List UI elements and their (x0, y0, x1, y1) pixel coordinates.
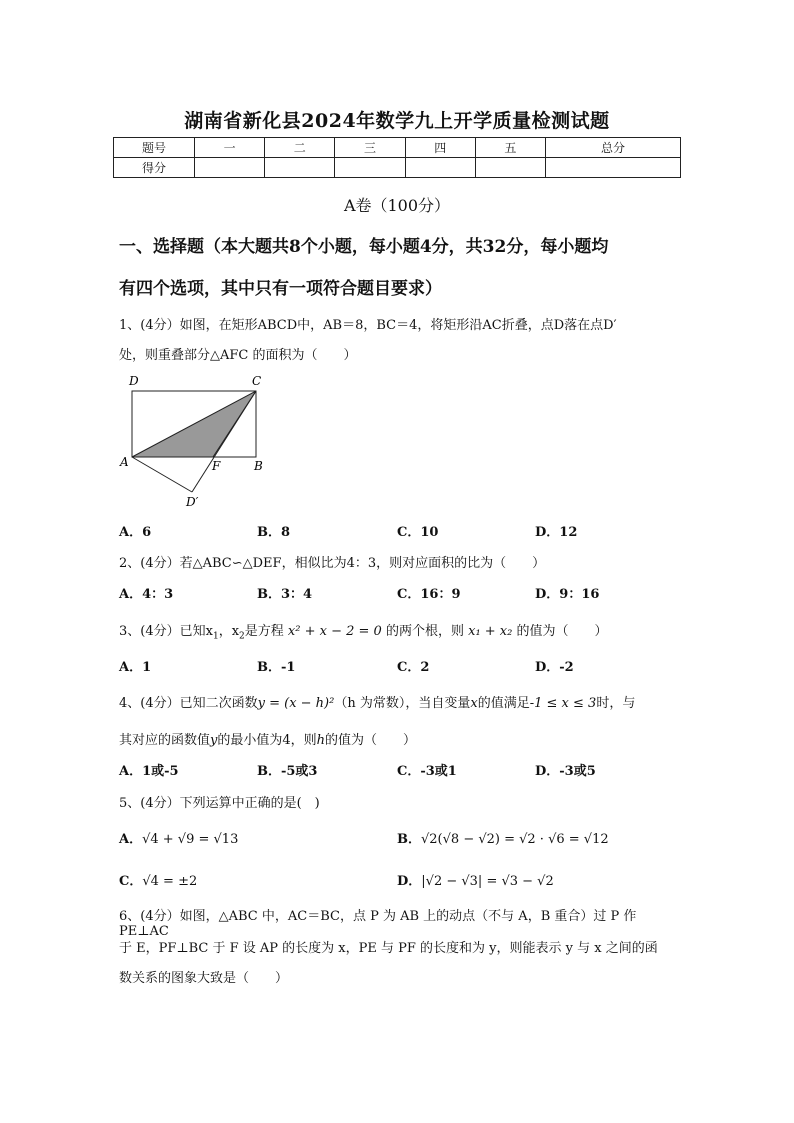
q3-mid3: 的两个根，则 (385, 624, 464, 639)
q1-option-b: B．8 (257, 525, 291, 540)
q3-suffix: 的值为（ ） (516, 624, 608, 639)
label-b: B (254, 459, 263, 473)
q4-p2: （h 为常数），当自变量 (334, 696, 471, 711)
q2-option-b: B．3：4 (257, 587, 313, 602)
q4-function: y = (x − h)² (257, 696, 335, 711)
score-table-score-row (114, 158, 681, 178)
segment-ad-prime (132, 457, 192, 492)
q6-text-line3: 数关系的图象大致是（ ） (119, 971, 289, 986)
q1-option-c: C．10 (397, 525, 439, 540)
shaded-triangle-afc (132, 391, 256, 457)
q4-var-y: y (210, 733, 218, 748)
section1-heading-line2: 有四个选项，其中只有一项符合题目要求） (119, 279, 442, 299)
q3-option-c: C．2 (397, 660, 430, 675)
q5-expr-a: √4 + √9 = √13 (142, 832, 239, 847)
score-table (113, 137, 681, 178)
q5-text: 5、(4分）下列运算中正确的是( ) (119, 796, 320, 811)
section1-heading-line1: 一、选择题（本大题共8个小题，每小题4分，共32分，每小题均 (119, 237, 609, 257)
q5-option-a (119, 828, 238, 847)
q4-p5: 时，与 (596, 696, 636, 711)
q3-prefix: 3、(4分）已知x (119, 624, 213, 639)
q4-option-c: C．-3或1 (397, 764, 457, 779)
q1-figure (118, 372, 278, 512)
q4-option-a: A．1或-5 (119, 764, 179, 779)
q4-var-h: h (316, 733, 326, 748)
q4-option-d: D．-3或5 (535, 764, 596, 779)
q2-option-d: D．9：16 (535, 587, 600, 602)
q3-mid2: 是方程 (244, 624, 284, 639)
q2-option-c: C．16：9 (397, 587, 461, 602)
q4-text-line2 (119, 729, 689, 748)
score-input-cell (546, 158, 681, 178)
score-cell: 四 (405, 138, 475, 158)
score-cell: 题号 (114, 138, 195, 158)
q5-label-c: C． (119, 874, 143, 889)
score-cell: 一 (195, 138, 265, 158)
q4-var-x: x (470, 696, 478, 711)
score-input-cell (475, 158, 545, 178)
label-c: C (252, 374, 262, 388)
q5-label-d: D． (397, 874, 422, 889)
q3-option-a: A．1 (119, 660, 152, 675)
q4-line2e: 的值为（ ） (325, 733, 417, 748)
q4-text-line1 (119, 692, 689, 711)
q5-expr-d: |√2 − √3| = √3 − √2 (421, 874, 554, 889)
q4-line2a: 其对应的函数值 (119, 733, 211, 748)
q1-option-d: D．12 (535, 525, 578, 540)
label-a: A (120, 455, 129, 469)
score-cell: 五 (475, 138, 545, 158)
q5-label-b: B． (397, 832, 421, 847)
score-table-header-row (114, 138, 681, 158)
page-title: 湖南省新化县2024年数学九上开学质量检测试题 (184, 110, 610, 132)
q4-p1: 4、(4分）已知二次函数 (119, 696, 258, 711)
score-cell: 总分 (546, 138, 681, 158)
q5-option-b (397, 828, 609, 847)
q5-expr-c: √4 = ±2 (142, 874, 198, 889)
q1-text-line1: 1、(4分）如图，在矩形ABCD中，AB＝8，BC＝4，将矩形沿AC折叠，点D落在点D′ (119, 318, 617, 333)
q1-text-line2: 处，则重叠部分△AFC 的面积为（ ） (119, 348, 357, 363)
section-a-heading: A卷（100分） (343, 196, 451, 215)
q6-text-line2: 于 E，PF⊥BC 于 F 设 AP 的长度为 x，PE 与 PF 的长度和为 y，则能表示 y 与 x 之间的函 (119, 941, 658, 956)
q3-mid1: ，x (218, 624, 240, 639)
q1-option-a: A．6 (119, 525, 152, 540)
q3-option-b: B．-1 (257, 660, 296, 675)
label-d-prime: D′ (186, 495, 199, 509)
score-input-cell (405, 158, 475, 178)
q4-p4: 的值满足 (477, 696, 530, 711)
q4-range: -1 ≤ x ≤ 3 (529, 696, 597, 711)
score-cell: 三 (335, 138, 405, 158)
score-input-cell (335, 158, 405, 178)
score-input-cell (265, 158, 335, 178)
score-cell: 二 (265, 138, 335, 158)
q5-option-d (397, 870, 554, 889)
label-f: F (212, 459, 221, 473)
q4-option-b: B．-5或3 (257, 764, 318, 779)
q3-sum: x₁ + x₂ (468, 624, 513, 639)
q6-text-line1: 6、(4分）如图，△ABC 中，AC＝BC，点 P 为 AB 上的动点（不与 A，B 重合）过 P 作 PE⊥AC (119, 909, 637, 939)
q5-expr-b: √2(√8 − √2) = √2 · √6 = √12 (421, 832, 609, 847)
q4-line2c: 的最小值为4，则 (217, 733, 317, 748)
q3-option-d: D．-2 (535, 660, 574, 675)
label-d: D (129, 374, 139, 388)
q2-option-a: A．4：3 (119, 587, 174, 602)
score-input-cell (195, 158, 265, 178)
q2-text: 2、(4分）若△ABC∽△DEF，相似比为4：3，则对应面积的比为（ ） (119, 556, 546, 571)
q3-equation: x² + x − 2 = 0 (287, 624, 382, 639)
score-cell: 得分 (114, 158, 195, 178)
q3-text: 3、(4分）已知$x_1$，$x_2$是方程 x² + x − 2 = 0 的两个根，则 x₁ + x₂ 的值为（ ） (119, 624, 608, 642)
q5-label-a: A． (119, 832, 143, 847)
q5-option-c (119, 870, 197, 889)
